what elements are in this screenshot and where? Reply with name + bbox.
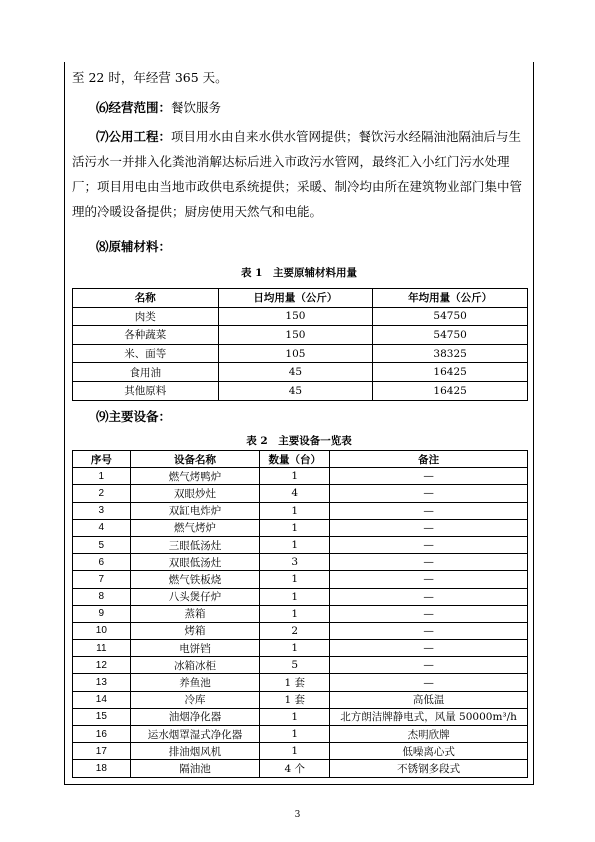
table-cell: 1	[260, 726, 330, 743]
table-cell: 11	[73, 640, 131, 657]
table-cell: —	[330, 605, 528, 622]
table-cell: 高低温	[330, 691, 528, 708]
table-cell: 杰明欣牌	[330, 726, 528, 743]
table-header-row	[73, 289, 528, 308]
table-cell: 电饼铛	[130, 640, 260, 657]
table-cell: 1	[260, 519, 330, 536]
table-cell: 2	[73, 485, 131, 502]
table-cell: 17	[73, 743, 131, 760]
table-cell: 1	[260, 468, 330, 485]
table-cell: 低噪离心式	[330, 743, 528, 760]
table-cell: —	[330, 622, 528, 639]
table-row	[73, 640, 528, 657]
table-cell: —	[330, 502, 528, 519]
table-cell: 冷库	[130, 691, 260, 708]
table-cell: 1	[260, 536, 330, 553]
table-cell: 13	[73, 674, 131, 691]
scope-heading: ⑹经营范围：	[96, 100, 172, 115]
equipment-table	[72, 450, 528, 778]
table-cell: 1	[260, 605, 330, 622]
table-cell: 15	[73, 708, 131, 725]
column-header: 序号	[73, 451, 131, 468]
table-cell: 6	[73, 554, 131, 571]
table-cell: 三眼低汤灶	[130, 536, 260, 553]
table-row	[73, 502, 528, 519]
table-cell: 燃气烤炉	[130, 519, 260, 536]
table-cell: 双缸电炸炉	[130, 502, 260, 519]
table-cell: 双眼炒灶	[130, 485, 260, 502]
table-cell: —	[330, 674, 528, 691]
table-row	[73, 468, 528, 485]
intro-line	[72, 66, 532, 89]
table-cell: 54750	[373, 326, 528, 345]
page-number: 3	[294, 810, 301, 820]
table-row	[73, 622, 528, 639]
table-cell: 米、面等	[73, 344, 219, 363]
table-row	[73, 571, 528, 588]
table-cell: 54750	[373, 307, 528, 326]
table-row	[73, 326, 528, 345]
table-cell: 1	[260, 502, 330, 519]
table-cell: 5	[73, 536, 131, 553]
table-cell: 16	[73, 726, 131, 743]
table-cell: 1	[260, 743, 330, 760]
column-header: 年均用量（公斤）	[373, 289, 528, 308]
table-cell: 冰箱冰柜	[130, 657, 260, 674]
table-cell: —	[330, 468, 528, 485]
table-cell: 燃气铁板烧	[130, 571, 260, 588]
table-cell: 1	[260, 571, 330, 588]
table-row	[73, 344, 528, 363]
table-row	[73, 726, 528, 743]
table-cell: —	[330, 519, 528, 536]
table-cell: 运水烟罩湿式净化器	[130, 726, 260, 743]
table-cell: 3	[73, 502, 131, 519]
table-cell: —	[330, 485, 528, 502]
table-cell: 14	[73, 691, 131, 708]
table1-caption: 表 1 主要原辅材料用量	[241, 267, 357, 279]
table-cell: 1	[260, 640, 330, 657]
table-cell: 其他原料	[73, 381, 219, 400]
table-cell: —	[330, 554, 528, 571]
utility-text: 项目用水由自来水供水管网提供；餐饮污水经隔油池隔油后与生活污水一并排入化粪池消解达标后进入市政污水管网，最终汇入小红门污水处理厂；项目用电由当地市政供电系统提供；采暖、制冷均由所在建筑物业部门集中管理的冷暖设备提供；厨房使用天然气和电能。	[72, 129, 523, 219]
table-row	[73, 588, 528, 605]
table-cell: 2	[260, 622, 330, 639]
table-cell: —	[330, 640, 528, 657]
table-cell: 150	[218, 307, 373, 326]
table-row	[73, 363, 528, 382]
table-row	[73, 657, 528, 674]
table-cell: —	[330, 536, 528, 553]
table-cell: 3	[260, 554, 330, 571]
table-row	[73, 674, 528, 691]
table-cell: 16425	[373, 381, 528, 400]
table-row	[73, 307, 528, 326]
table-cell: 养鱼池	[130, 674, 260, 691]
table-cell: 隔油池	[130, 760, 260, 777]
column-header: 名称	[73, 289, 219, 308]
table-row	[73, 536, 528, 553]
table-cell: 8	[73, 588, 131, 605]
table-cell: —	[330, 571, 528, 588]
table-cell: 12	[73, 657, 131, 674]
scope-paragraph	[72, 96, 532, 119]
table-cell: 油烟净化器	[130, 708, 260, 725]
table-cell: 烤箱	[130, 622, 260, 639]
table-cell: 肉类	[73, 307, 219, 326]
table-header-row	[73, 451, 528, 468]
table-cell: 八头煲仔炉	[130, 588, 260, 605]
table-cell: 5	[260, 657, 330, 674]
table-cell: 45	[218, 363, 373, 382]
table-cell: 双眼低汤灶	[130, 554, 260, 571]
column-header: 设备名称	[130, 451, 260, 468]
materials-table	[72, 288, 528, 401]
table-row	[73, 743, 528, 760]
table-cell: 1 套	[260, 691, 330, 708]
table-cell: 蒸箱	[130, 605, 260, 622]
table-cell: 45	[218, 381, 373, 400]
column-header: 日均用量（公斤）	[218, 289, 373, 308]
table-cell: 150	[218, 326, 373, 345]
table-row	[73, 691, 528, 708]
table-cell: 105	[218, 344, 373, 363]
table-cell: —	[330, 657, 528, 674]
column-header: 数量（台）	[260, 451, 330, 468]
table-cell: 4 个	[260, 760, 330, 777]
table-cell: 各种蔬菜	[73, 326, 219, 345]
hours-text: 至 22 时，年经营 365 天。	[72, 70, 228, 85]
table-cell: 18	[73, 760, 131, 777]
table-cell: 9	[73, 605, 131, 622]
scope-text: 餐饮服务	[171, 100, 222, 115]
table-cell: 38325	[373, 344, 528, 363]
table-row	[73, 381, 528, 400]
table-cell: 食用油	[73, 363, 219, 382]
table-cell: 4	[73, 519, 131, 536]
table-cell: 1 套	[260, 674, 330, 691]
table-cell: 7	[73, 571, 131, 588]
table-row	[73, 519, 528, 536]
table2-caption: 表 2 主要设备一览表	[246, 435, 352, 447]
table-cell: 1	[260, 588, 330, 605]
table-cell: 燃气烤鸭炉	[130, 468, 260, 485]
utility-heading: ⑺公用工程：	[96, 129, 172, 144]
equipment-heading: ⑼主要设备：	[96, 409, 172, 424]
table-cell: 4	[260, 485, 330, 502]
table-cell: 16425	[373, 363, 528, 382]
materials-heading: ⑻原辅材料：	[96, 239, 172, 254]
table-cell: 10	[73, 622, 131, 639]
table-cell: 1	[73, 468, 131, 485]
table-cell: —	[330, 588, 528, 605]
table-row	[73, 485, 528, 502]
table-cell: 排油烟风机	[130, 743, 260, 760]
utility-paragraph	[72, 124, 532, 224]
table-cell: 1	[260, 708, 330, 725]
table-row	[73, 760, 528, 777]
table-row	[73, 554, 528, 571]
table-row	[73, 708, 528, 725]
table-cell: 北方朗洁牌静电式，风量 50000m³/h	[330, 708, 528, 725]
column-header: 备注	[330, 451, 528, 468]
table-row	[73, 605, 528, 622]
table-cell: 不锈钢多段式	[330, 760, 528, 777]
